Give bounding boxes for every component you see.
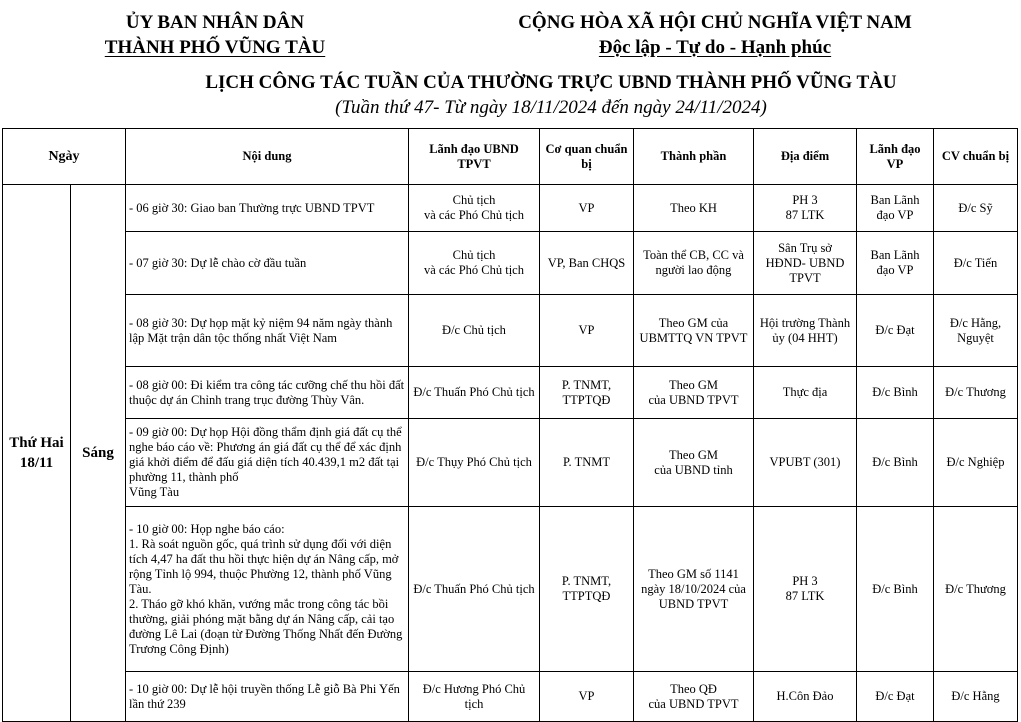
- prep-cell: P. TNMT, TTPTQĐ: [540, 507, 634, 672]
- prep-cell: VP: [540, 672, 634, 722]
- cv-cell: Đ/c Tiến: [934, 232, 1018, 295]
- national-name: CỘNG HÒA XÃ HỘI CHỦ NGHĨA VIỆT NAM: [518, 12, 912, 33]
- issuing-authority-line2: THÀNH PHỐ VŨNG TÀU: [104, 37, 326, 58]
- leader-cell: Đ/c Thuấn Phó Chủ tịch: [409, 367, 540, 419]
- vp-leader-cell: Đ/c Đạt: [857, 295, 934, 367]
- header-thanh-phan: Thành phần: [634, 129, 754, 185]
- location-cell: H.Côn Đảo: [754, 672, 857, 722]
- leader-cell: Đ/c Thuấn Phó Chủ tịch: [409, 507, 540, 672]
- location-cell: Sân Trụ sở HĐND- UBND TPVT: [754, 232, 857, 295]
- content-cell: - 08 giờ 00: Đi kiểm tra công tác cưỡng chế thu hồi đất thuộc dự án Chỉnh trang trục đường Thùy Vân.: [126, 367, 409, 419]
- content-cell: - 08 giờ 30: Dự họp mặt kỷ niệm 94 năm ngày thành lập Mặt trận dân tộc thống nhất Việt Nam: [126, 295, 409, 367]
- header-cv: CV chuẩn bị: [934, 129, 1018, 185]
- participants-cell: Theo GM của UBND TPVT: [634, 367, 754, 419]
- header-ngay: Ngày: [3, 129, 126, 185]
- table-row: [3, 295, 1018, 367]
- leader-cell: Chủ tịch và các Phó Chủ tịch: [409, 185, 540, 232]
- table-row: [3, 232, 1018, 295]
- vp-leader-cell: Ban Lãnh đạo VP: [857, 185, 934, 232]
- participants-cell: Theo GM số 1141 ngày 18/10/2024 của UBND TPVT: [634, 507, 754, 672]
- prep-cell: P. TNMT: [540, 419, 634, 507]
- day-cell: Thứ Hai 18/11: [3, 185, 71, 722]
- cv-cell: Đ/c Sỹ: [934, 185, 1018, 232]
- table-row: [3, 367, 1018, 419]
- cv-cell: Đ/c Thương: [934, 367, 1018, 419]
- issuing-authority-line1: ỦY BAN NHÂN DÂN: [125, 12, 305, 33]
- participants-cell: Theo GM của UBMTTQ VN TPVT: [634, 295, 754, 367]
- location-cell: VPUBT (301): [754, 419, 857, 507]
- prep-cell: VP, Ban CHQS: [540, 232, 634, 295]
- leader-cell: Chủ tịch và các Phó Chủ tịch: [409, 232, 540, 295]
- header-lanh-dao-vp: Lãnh đạo VP: [857, 129, 934, 185]
- leader-cell: Đ/c Hương Phó Chủ tịch: [409, 672, 540, 722]
- table-row: [3, 185, 1018, 232]
- period-cell: Sáng: [71, 185, 126, 722]
- cv-cell: Đ/c Hằng: [934, 672, 1018, 722]
- schedule-table: [2, 128, 1018, 722]
- vp-leader-cell: Đ/c Bình: [857, 507, 934, 672]
- location-cell: PH 3 87 LTK: [754, 507, 857, 672]
- cv-cell: Đ/c Thương: [934, 507, 1018, 672]
- leader-cell: Đ/c Chủ tịch: [409, 295, 540, 367]
- document-subtitle: (Tuần thứ 47- Từ ngày 18/11/2024 đến ngày 24/11/2024): [335, 97, 767, 118]
- table-row: [3, 507, 1018, 672]
- content-cell: - 09 giờ 00: Dự họp Hội đồng thẩm định giá đất cụ thể nghe báo cáo về: Phương án giá đất cụ thể để xác định giá khởi điểm để đấu giá diện tích 40.439,1 m2 đất tại phường 11, thành phố Vũng Tàu: [126, 419, 409, 507]
- vp-leader-cell: Đ/c Đạt: [857, 672, 934, 722]
- participants-cell: Theo KH: [634, 185, 754, 232]
- table-header-row: [3, 129, 1018, 185]
- header-co-quan: Cơ quan chuẩn bị: [540, 129, 634, 185]
- header-noi-dung: Nội dung: [126, 129, 409, 185]
- participants-cell: Toàn thể CB, CC và người lao động: [634, 232, 754, 295]
- motto: Độc lập - Tự do - Hạnh phúc: [598, 37, 832, 58]
- leader-cell: Đ/c Thụy Phó Chủ tịch: [409, 419, 540, 507]
- location-cell: Thực địa: [754, 367, 857, 419]
- issuing-authority: [70, 10, 360, 60]
- content-cell: - 06 giờ 30: Giao ban Thường trực UBND TPVT: [126, 185, 409, 232]
- cv-cell: Đ/c Nghiệp: [934, 419, 1018, 507]
- header-lanh-dao-ubnd: Lãnh đạo UBND TPVT: [409, 129, 540, 185]
- prep-cell: P. TNMT, TTPTQĐ: [540, 367, 634, 419]
- vp-leader-cell: Đ/c Bình: [857, 367, 934, 419]
- table-row: [3, 419, 1018, 507]
- national-motto: [470, 10, 960, 60]
- cv-cell: Đ/c Hằng, Nguyệt: [934, 295, 1018, 367]
- participants-cell: Theo GM của UBND tỉnh: [634, 419, 754, 507]
- prep-cell: VP: [540, 295, 634, 367]
- location-cell: Hội trường Thành ủy (04 HHT): [754, 295, 857, 367]
- document-title: LỊCH CÔNG TÁC TUẦN CỦA THƯỜNG TRỰC UBND THÀNH PHỐ VŨNG TÀU: [205, 72, 897, 93]
- content-cell: - 10 giờ 00: Họp nghe báo cáo: 1. Rà soát nguồn gốc, quá trình sử dụng đối với diện tích 4,47 ha đất thu hồi thực hiện dự án Nâng cấp, mở rộng Tỉnh lộ 994, thuộc Phường 12, thành phố Vũng Tàu. 2. Tháo gỡ khó khăn, vướng mắc trong công tác bồi thường, giải phóng mặt bằng dự án Nâng cấp, cải tạo đường Lê Lai (đoạn từ Đường Thống Nhất đến Đường Trương Công Định): [126, 507, 409, 672]
- header-dia-diem: Địa điểm: [754, 129, 857, 185]
- content-cell: - 10 giờ 00: Dự lễ hội truyền thống Lễ giỗ Bà Phi Yến lần thứ 239: [126, 672, 409, 722]
- prep-cell: VP: [540, 185, 634, 232]
- location-cell: PH 3 87 LTK: [754, 185, 857, 232]
- table-row: [3, 672, 1018, 722]
- vp-leader-cell: Đ/c Bình: [857, 419, 934, 507]
- participants-cell: Theo QĐ của UBND TPVT: [634, 672, 754, 722]
- vp-leader-cell: Ban Lãnh đạo VP: [857, 232, 934, 295]
- content-cell: - 07 giờ 30: Dự lễ chào cờ đầu tuần: [126, 232, 409, 295]
